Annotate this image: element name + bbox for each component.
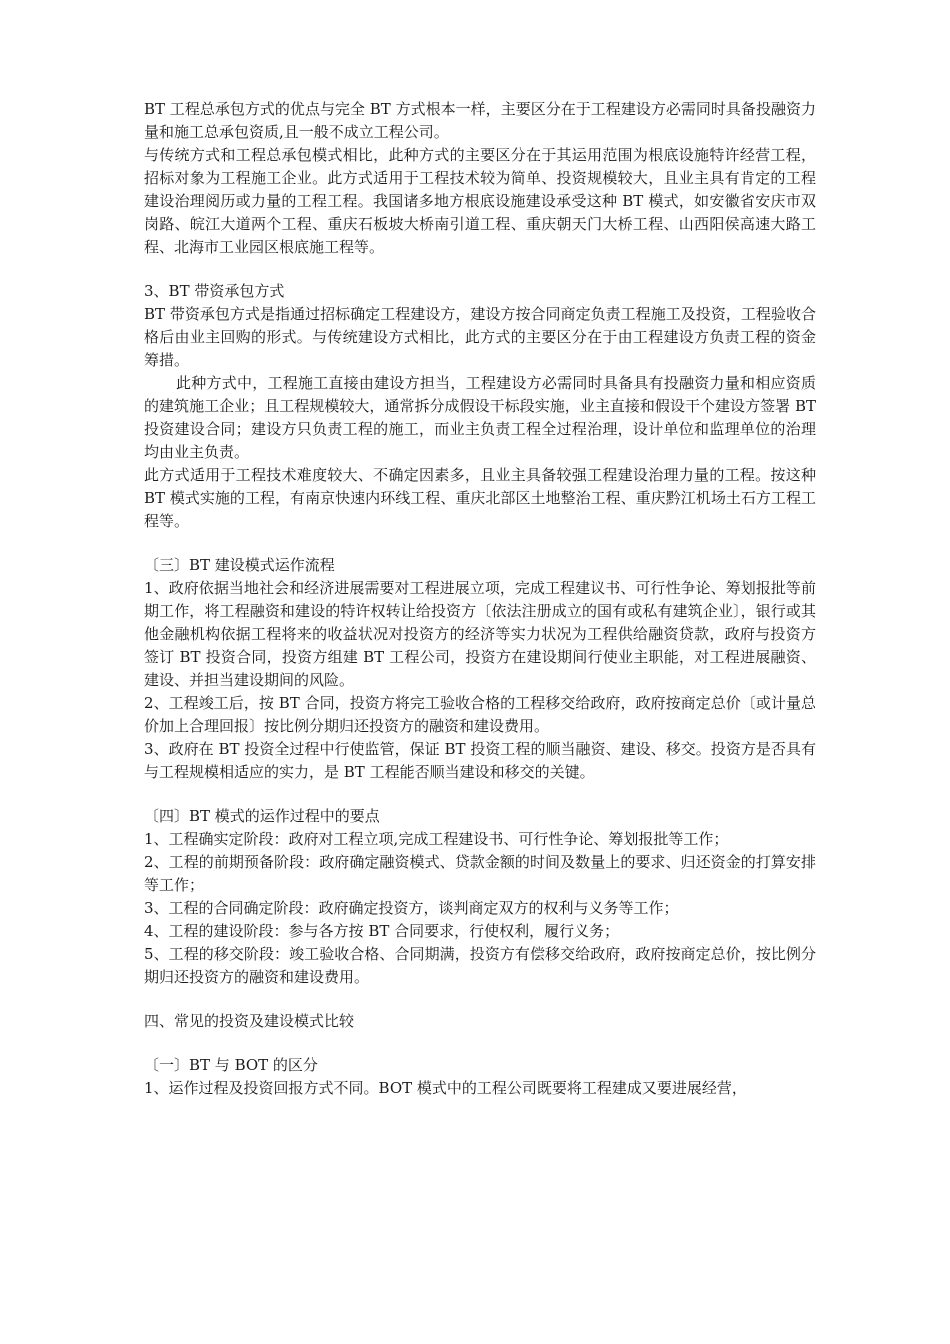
heading-bt-vs-bot: 〔一〕BT 与 BOT 的区分 — [144, 1056, 318, 1074]
paragraph-process-step-2: 2、工程竣工后，按 BT 合同，投资方将完工验收合格的工程移交给政府，政府按商定总价〔或计量总价加上合理回报〕按比例分期归还投资方的融资和建设费用。 — [144, 694, 816, 735]
paragraph-comparison-traditional: 与传统方式和工程总承包模式相比，此种方式的主要区分在于其运用范围为根底设施特许经营工程，招标对象为工程施工企业。此方式适用于工程技术较为简单、投资规模较大，且业主具有肯定的工程建设治理阅历或力量的工程工程。我国诸多地方根底设施建设承受这种 BT 模式，如安徽省安庆市双岗路、皖江大道两个工程、重庆石板坡大桥南引道工程、重庆朝天门大桥工程、山西阳侯高速大路工程、北海市工业园区根底施工程等。 — [144, 146, 816, 256]
paragraph-key-point-1: 1、工程确实定阶段：政府对工程立项,完成工程建设书、可行性争论、筹划报批等工作； — [144, 830, 729, 848]
paragraph-bt-vs-bot-1: 1、运作过程及投资回报方式不同。BOT 模式中的工程公司既要将工程建成又要进展经营， — [144, 1079, 747, 1097]
paragraph-key-point-4: 4、工程的建设阶段：参与各方按 BT 合同要求，行使权利，履行义务； — [144, 922, 620, 940]
heading-bt-operation-process: 〔三〕BT 建设模式运作流程 — [144, 556, 335, 574]
heading-bt-key-points: 〔四〕BT 模式的运作过程中的要点 — [144, 807, 380, 825]
paragraph-process-step-3: 3、政府在 BT 投资全过程中行使监管，保证 BT 投资工程的顺当融资、建设、移交。投资方是否具有与工程规模相适应的实力，是 BT 工程能否顺当建设和移交的关键。 — [144, 740, 816, 781]
paragraph-key-point-5: 5、工程的移交阶段：竣工验收合格、合同期满，投资方有偿移交给政府，政府按商定总价，按比例分期归还投资方的融资和建设费用。 — [144, 945, 816, 986]
paragraph-bt-funded-details: 此种方式中，工程施工直接由建设方担当，工程建设方必需同时具备具有投融资力量和相应资质的建筑施工企业；且工程规模较大，通常拆分成假设干标段实施，业主直接和假设干个建设方签署 BT 投资建设合同；建设方只负责工程的施工，而业主负责工程全过程治理，设计单位和监理单位的治理均由业主负责。 — [144, 374, 816, 461]
paragraph-process-step-1: 1、政府依据当地社会和经济进展需要对工程进展立项，完成工程建议书、可行性争论、筹划报批等前期工作，将工程融资和建设的特许权转让给投资方〔依法注册成立的国有或私有建筑企业〕，银行或其他金融机构依据工程将来的收益状况对投资方的经济等实力状况为工程供给融资贷款，政府与投资方签订 BT 投资合同，投资方组建 BT 工程公司，投资方在建设期间行使业主职能，对工程进展融资、建设、并担当建设期间的风险。 — [144, 579, 816, 689]
paragraph-key-point-2: 2、工程的前期预备阶段：政府确定融资模式、贷款金额的时间及数量上的要求、归还资金的打算安排等工作； — [144, 853, 816, 894]
paragraph-key-point-3: 3、工程的合同确定阶段：政府确定投资方，谈判商定双方的权利与义务等工作； — [144, 899, 679, 917]
document-page — [144, 98, 816, 1100]
paragraph-bt-epc-advantages: BT 工程总承包方式的优点与完全 BT 方式根本一样，主要区分在于工程建设方必需同时具备投融资力量和施工总承包资质,且一般不成立工程公司。 — [144, 100, 816, 141]
paragraph-bt-funded-applicability: 此方式适用于工程技术难度较大、不确定因素多，且业主具备较强工程建设治理力量的工程。按这种 BT 模式实施的工程，有南京快速内环线工程、重庆北部区土地整治工程、重庆黔江机场土石方工程工程等。 — [144, 466, 816, 530]
heading-bt-funded-contracting: 3、BT 带资承包方式 — [144, 282, 285, 300]
paragraph-bt-funded-definition: BT 带资承包方式是指通过招标确定工程建设方，建设方按合同商定负责工程施工及投资，工程验收合格后由业主回购的形式。与传统建设方式相比，此方式的主要区分在于由工程建设方负责工程的资金筹措。 — [144, 305, 816, 369]
heading-investment-models-comparison: 四、常见的投资及建设模式比较 — [144, 1012, 355, 1030]
